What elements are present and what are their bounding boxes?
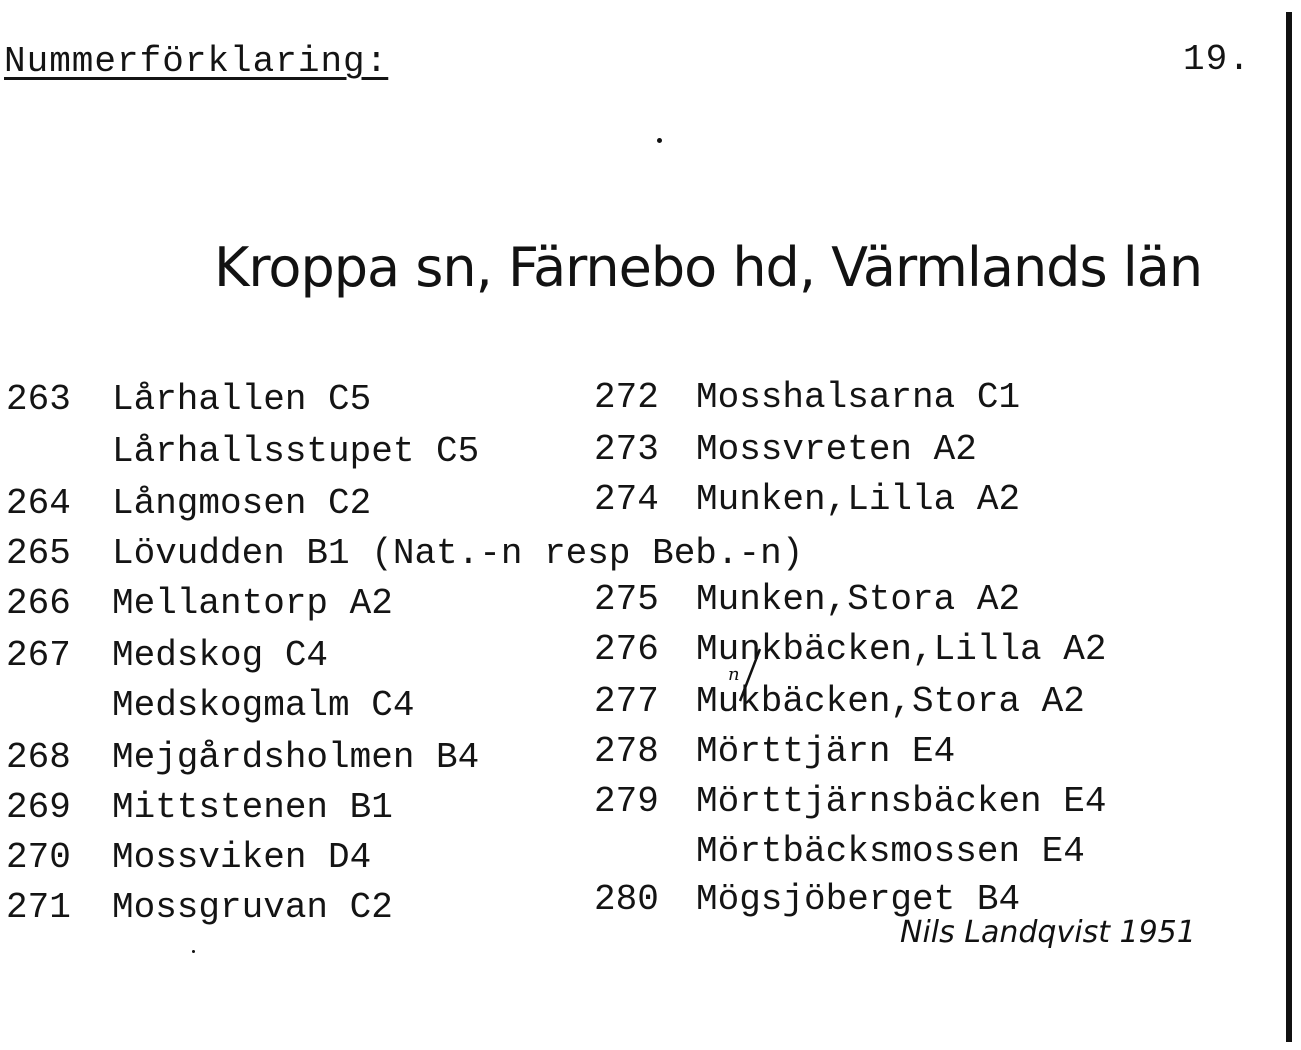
entry-number: 277 [594, 681, 659, 722]
entry-name: Mosshalsarna C1 [696, 377, 1021, 418]
entry-name: Mossviken D4 [112, 837, 372, 878]
handwritten-correction-letter: n [728, 664, 740, 685]
entry-name: Mittstenen B1 [112, 787, 393, 828]
entry-name: Mögsjöberget B4 [696, 879, 1021, 920]
entry-number: 280 [594, 879, 659, 920]
entry-number: 279 [594, 781, 659, 822]
entry-name: Mörttjärn E4 [696, 731, 956, 772]
entry-number: 271 [6, 887, 71, 928]
entry-number: 265 [6, 533, 71, 574]
page-edge-border [1286, 12, 1292, 1042]
entry-number: 270 [6, 837, 71, 878]
entry-number: 273 [594, 429, 659, 470]
heading: Nummerförklaring: [4, 41, 389, 82]
entry-name: Mörtbäcksmossen E4 [696, 831, 1085, 872]
entry-name: Mellantorp A2 [112, 583, 393, 624]
entry-name: Mossvreten A2 [696, 429, 977, 470]
entry-name: Munken,Stora A2 [696, 579, 1021, 620]
entry-number: 264 [6, 483, 71, 524]
page-number: 19. [1183, 39, 1251, 80]
ink-speck [192, 950, 195, 953]
signature: Nils Landqvist 1951 [900, 915, 1196, 950]
entry-number: 268 [6, 737, 71, 778]
entry-name: Medskogmalm C4 [112, 685, 415, 726]
ink-speck [657, 138, 662, 143]
entry-name: Mörttjärnsbäcken E4 [696, 781, 1107, 822]
entry-name: Mukbäcken,Stora A2 [696, 681, 1085, 722]
entry-name: Lårhallsstupet C5 [112, 431, 480, 472]
entry-name: Munken,Lilla A2 [696, 479, 1021, 520]
entry-number: 272 [594, 377, 659, 418]
entry-number: 274 [594, 479, 659, 520]
document-title: Kroppa sn, Färnebo hd, Värmlands län [214, 236, 1203, 299]
entry-number: 266 [6, 583, 71, 624]
entry-name: Medskog C4 [112, 635, 329, 676]
entry-name: Lövudden B1 (Nat.-n resp Beb.-n) [112, 533, 804, 574]
entry-number: 263 [6, 379, 71, 420]
entry-name: Lårhallen C5 [112, 379, 372, 420]
entry-name: Mossgruvan C2 [112, 887, 393, 928]
entry-number: 267 [6, 635, 71, 676]
entry-number: 275 [594, 579, 659, 620]
entry-number: 278 [594, 731, 659, 772]
entry-name: Munkbäcken,Lilla A2 [696, 629, 1107, 670]
entry-name: Mejgårdsholmen B4 [112, 737, 480, 778]
entry-name: Långmosen C2 [112, 483, 372, 524]
entry-number: 276 [594, 629, 659, 670]
entry-number: 269 [6, 787, 71, 828]
